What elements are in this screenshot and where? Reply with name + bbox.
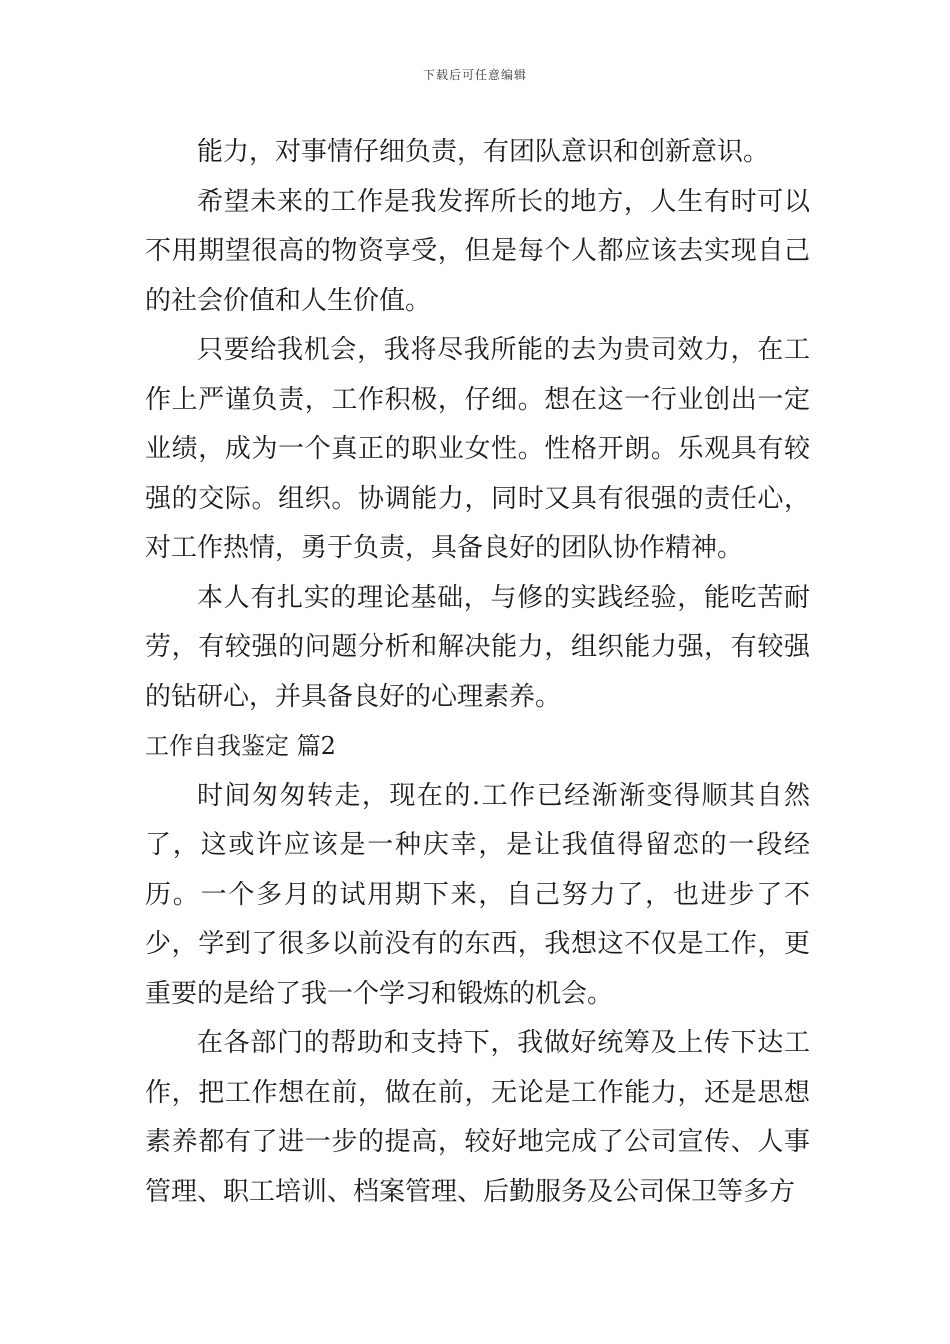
paragraph: 只要给我机会，我将尽我所能的去为贵司效力，在工作上严谨负责，工作积极，仔细。想在这一行业创出一定业绩，成为一个真正的职业女性。性格开朗。乐观具有较强的交际。组织。协调能力，同时又具有很强的责任心，对工作热情，勇于负责，具备良好的团队协作精神。	[145, 335, 810, 563]
document-body	[145, 128, 810, 1217]
paragraph: 能力，对事情仔细负责，有团队意识和创新意识。	[197, 137, 770, 167]
paragraph: 时间匆匆转走，现在的.工作已经渐渐变得顺其自然了，这或许应该是一种庆幸，是让我值得留恋的一段经历。一个多月的试用期下来，自己努力了，也进步了不少，学到了很多以前没有的东西，我想这不仅是工作，更重要的是给了我一个学习和锻炼的机会。	[145, 780, 810, 1009]
paragraph: 本人有扎实的理论基础，与修的实践经验，能吃苦耐劳，有较强的问题分析和解决能力，组织能力强，有较强的钻研心，并具备良好的心理素养。	[145, 582, 810, 712]
section-heading: 工作自我鉴定 篇2	[145, 732, 336, 760]
paragraph: 在各部门的帮助和支持下，我做好统筹及上传下达工作，把工作想在前，做在前，无论是工作能力，还是思想素养都有了进一步的提高，较好地完成了公司宣传、人事管理、职工培训、档案管理、后勤服务及公司保卫等多方	[145, 1028, 810, 1207]
page-header-note: 下载后可任意编辑	[422, 68, 527, 82]
paragraph: 希望未来的工作是我发挥所长的地方，人生有时可以不用期望很高的物资享受，但是每个人都应该去实现自己的社会价值和人生价值。	[145, 186, 810, 316]
